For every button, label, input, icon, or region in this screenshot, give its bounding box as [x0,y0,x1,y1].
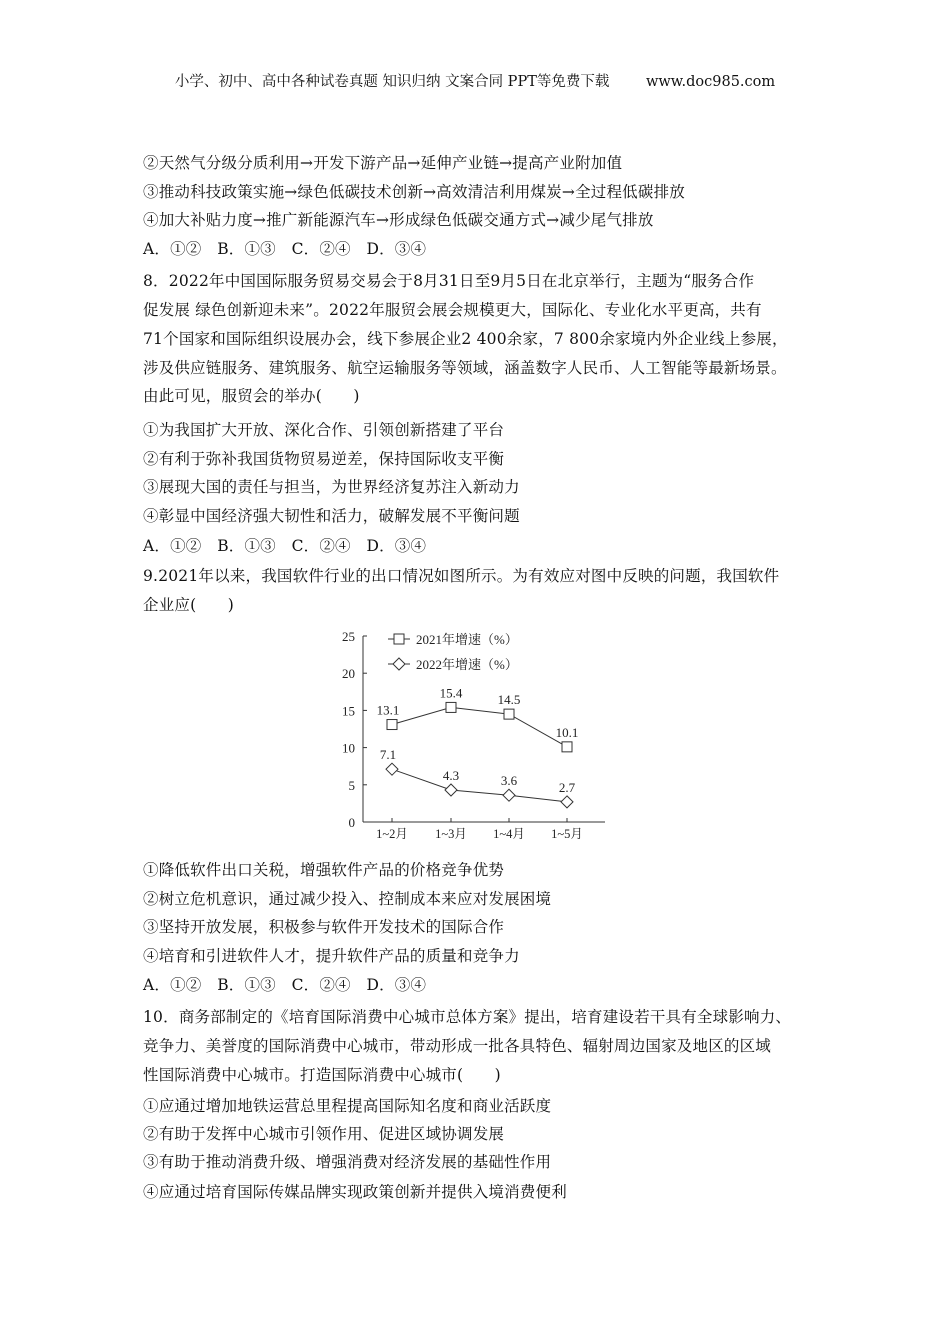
text-line: ③展现大国的责任与担当，为世界经济复苏注入新动力 [143,478,520,496]
header-url[interactable]: www.doc985.com [645,74,776,90]
x-tick-label: 1~4月 [493,827,525,841]
data-point [445,784,457,796]
text-line: ①为我国扩大开放、深化合作、引领创新搭建了平台 [143,421,505,439]
legend-marker [394,634,404,644]
text-line: ④培育和引进软件人才，提升软件产品的质量和竞争力 [143,947,520,965]
text-line: A．①② B．①③ C．②④ D．③④ [143,240,427,258]
data-point [503,789,515,801]
text-line: A．①② B．①③ C．②④ D．③④ [143,976,427,994]
text-line: ①应通过增加地铁运营总里程提高国际知名度和商业活跃度 [143,1097,552,1115]
text-line: ④应通过培育国际传媒品牌实现政策创新并提供入境消费便利 [143,1183,567,1201]
x-tick-label: 1~2月 [376,827,408,841]
x-tick-label: 1~3月 [435,827,467,841]
text-line: A．①② B．①③ C．②④ D．③④ [143,537,427,555]
text-line: ③推动科技政策实施→绿色低碳技术创新→高效清洁利用煤炭→全过程低碳排放 [143,183,685,201]
y-tick-label: 25 [342,629,355,644]
y-tick-label: 15 [342,703,355,719]
legend-marker [393,658,405,670]
data-point [446,702,456,712]
text-line: 由此可见，服贸会的举办( ) [143,387,360,405]
data-label: 3.6 [500,773,518,789]
text-line: 促发展 绿色创新迎未来”。2022年服贸会展会规模更大，国际化、专业化水平更高，共有 [143,301,762,319]
data-point [561,796,573,808]
data-label: 10.1 [555,724,579,740]
data-point [387,720,397,730]
x-tick-label: 1~5月 [551,827,583,841]
text-line: 企业应( ) [143,596,234,614]
export-growth-chart [330,622,620,852]
legend-label: 2022年增速（%） [416,657,518,672]
text-line: 8．2022年中国国际服务贸易交易会于8月31日至9月5日在北京举行，主题为“服务合作 [143,272,755,290]
y-tick-label: 5 [348,777,355,793]
text-line: 10．商务部制定的《培育国际消费中心城市总体方案》提出，培育建设若干具有全球影响力、 [143,1008,792,1026]
text-line: 竞争力、美誉度的国际消费中心城市，带动形成一批各具特色、辐射周边国家及地区的区域 [143,1037,772,1055]
text-line: ④彰显中国经济强大韧性和活力，破解发展不平衡问题 [143,507,520,525]
header-text: 小学、初中、高中各种试卷真题 知识归纳 文案合同 PPT等免费下载 [174,74,610,90]
series-line-0 [392,707,567,746]
text-line: ③有助于推动消费升级、增强消费对经济发展的基础性作用 [143,1153,552,1171]
y-tick-label: 20 [342,666,355,682]
text-line: 71个国家和国际组织设展办会，线下参展企业2 400余家，7 800余家境内外企业线上参展， [143,330,788,348]
data-label: 4.3 [442,768,460,784]
text-line: ②树立危机意识，通过减少投入、控制成本来应对发展困境 [143,890,552,908]
text-line: ④加大补贴力度→推广新能源汽车→形成绿色低碳交通方式→减少尾气排放 [143,211,654,229]
watermark-header [0,70,950,91]
data-point [504,709,514,719]
text-line: 性国际消费中心城市。打造国际消费中心城市( ) [143,1066,501,1084]
data-label: 15.4 [439,685,463,701]
text-line: ②天然气分级分质利用→开发下游产品→延伸产业链→提高产业附加值 [143,154,623,172]
series-line-1 [392,769,567,802]
text-line: ③坚持开放发展，积极参与软件开发技术的国际合作 [143,918,505,936]
data-label: 14.5 [497,692,521,708]
legend-label: 2021年增速（%） [416,632,518,647]
text-line: ②有助于发挥中心城市引领作用、促进区域协调发展 [143,1125,505,1143]
text-line: 涉及供应链服务、建筑服务、航空运输服务等领域，涵盖数字人民币、人工智能等最新场景。 [143,359,787,377]
data-label: 2.7 [558,779,576,795]
data-label: 13.1 [376,702,400,718]
text-line: ①降低软件出口关税，增强软件产品的价格竞争优势 [143,861,505,879]
data-point [386,763,398,775]
data-point [562,742,572,752]
y-tick-label: 10 [342,740,355,756]
text-line: ②有利于弥补我国货物贸易逆差，保持国际收支平衡 [143,450,505,468]
y-tick-label: 0 [348,815,355,830]
data-label: 7.1 [379,747,397,763]
text-line: 9.2021年以来，我国软件行业的出口情况如图所示。为有效应对图中反映的问题，我国软件 [143,567,780,585]
